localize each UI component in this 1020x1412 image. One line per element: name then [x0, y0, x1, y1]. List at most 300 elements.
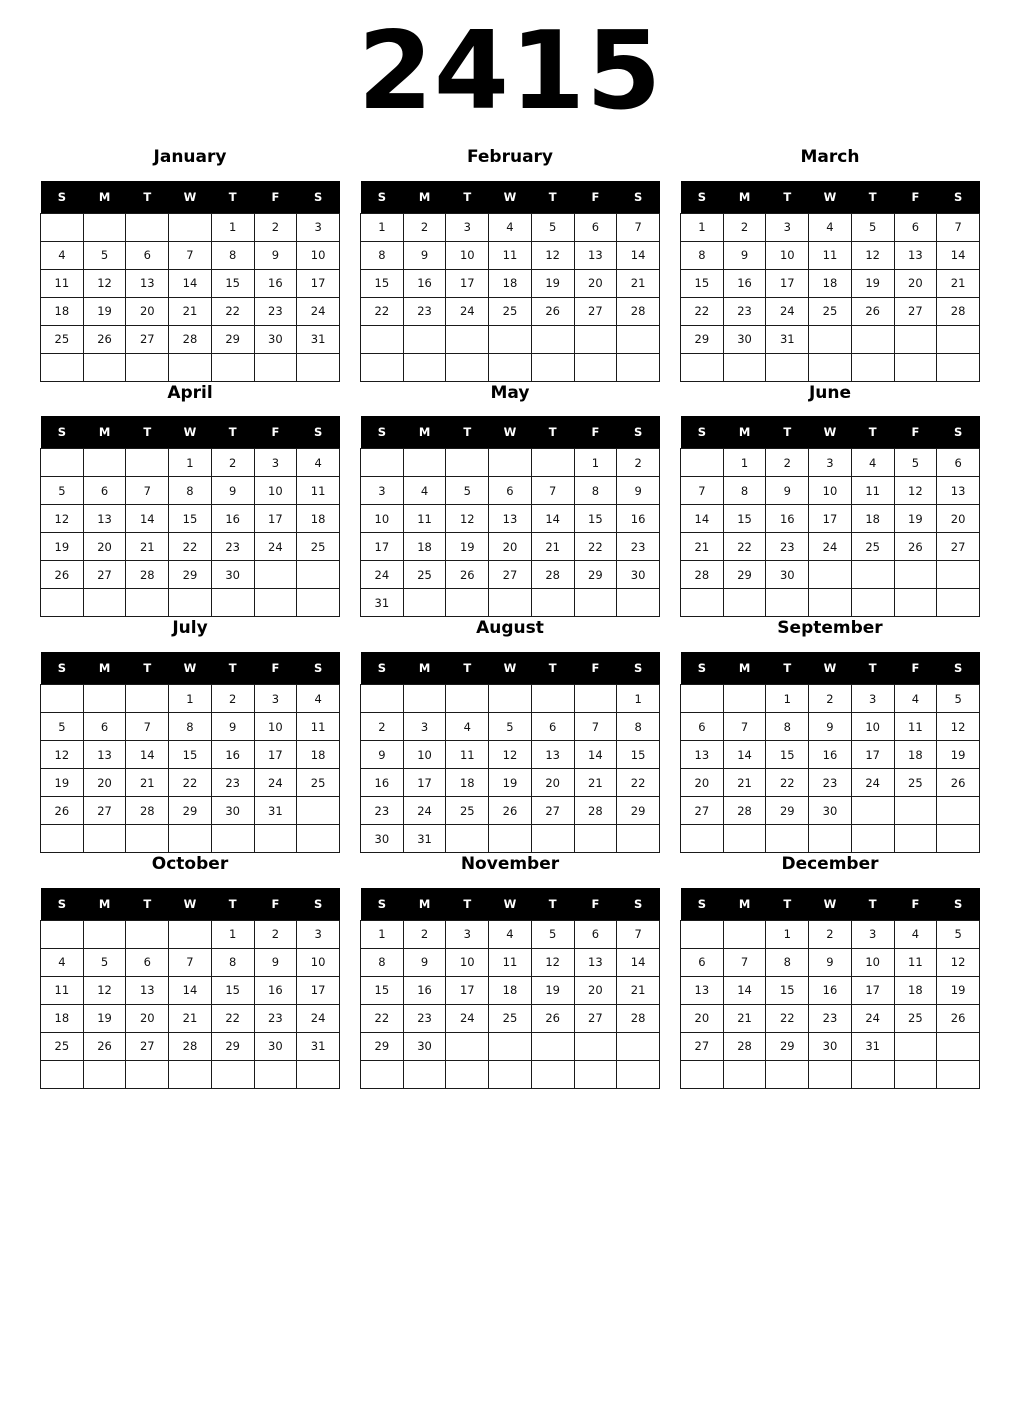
day-cell[interactable]: 18 [809, 269, 852, 297]
day-cell[interactable]: 30 [723, 325, 766, 353]
day-cell[interactable]: 30 [361, 825, 404, 853]
day-cell[interactable]: 18 [446, 769, 489, 797]
day-cell[interactable]: 28 [723, 797, 766, 825]
day-cell[interactable]: 29 [361, 1032, 404, 1060]
day-cell[interactable]: 14 [531, 505, 574, 533]
day-cell[interactable]: 26 [446, 561, 489, 589]
day-cell[interactable]: 13 [574, 948, 617, 976]
day-cell[interactable]: 27 [681, 797, 724, 825]
day-cell[interactable]: 17 [254, 741, 297, 769]
day-cell[interactable]: 8 [361, 241, 404, 269]
day-cell[interactable]: 16 [254, 269, 297, 297]
day-cell[interactable]: 28 [937, 297, 980, 325]
day-cell[interactable]: 6 [681, 713, 724, 741]
day-cell[interactable]: 24 [446, 297, 489, 325]
day-cell[interactable]: 25 [489, 297, 532, 325]
day-cell[interactable]: 17 [297, 269, 340, 297]
day-cell[interactable]: 25 [851, 533, 894, 561]
day-cell[interactable]: 9 [211, 713, 254, 741]
day-cell[interactable]: 11 [894, 948, 937, 976]
day-cell[interactable]: 20 [894, 269, 937, 297]
day-cell[interactable]: 25 [403, 561, 446, 589]
day-cell[interactable]: 27 [574, 1004, 617, 1032]
day-cell[interactable]: 21 [169, 1004, 212, 1032]
day-cell[interactable]: 4 [489, 920, 532, 948]
day-cell[interactable]: 25 [41, 1032, 84, 1060]
day-cell[interactable]: 18 [297, 505, 340, 533]
day-cell[interactable]: 18 [41, 1004, 84, 1032]
day-cell[interactable]: 1 [361, 213, 404, 241]
day-cell[interactable]: 30 [211, 797, 254, 825]
day-cell[interactable]: 14 [617, 948, 660, 976]
day-cell[interactable]: 19 [531, 269, 574, 297]
day-cell[interactable]: 19 [83, 297, 126, 325]
day-cell[interactable]: 28 [723, 1032, 766, 1060]
day-cell[interactable]: 3 [297, 920, 340, 948]
day-cell[interactable]: 8 [169, 477, 212, 505]
day-cell[interactable]: 28 [169, 325, 212, 353]
day-cell[interactable]: 22 [766, 1004, 809, 1032]
day-cell[interactable]: 23 [211, 769, 254, 797]
day-cell[interactable]: 19 [937, 741, 980, 769]
day-cell[interactable]: 5 [489, 713, 532, 741]
day-cell[interactable]: 15 [766, 741, 809, 769]
day-cell[interactable]: 20 [937, 505, 980, 533]
day-cell[interactable]: 23 [723, 297, 766, 325]
day-cell[interactable]: 5 [83, 948, 126, 976]
day-cell[interactable]: 13 [126, 269, 169, 297]
day-cell[interactable]: 11 [403, 505, 446, 533]
day-cell[interactable]: 20 [83, 769, 126, 797]
day-cell[interactable]: 16 [403, 976, 446, 1004]
day-cell[interactable]: 10 [446, 241, 489, 269]
day-cell[interactable]: 6 [126, 948, 169, 976]
day-cell[interactable]: 15 [681, 269, 724, 297]
day-cell[interactable]: 23 [254, 1004, 297, 1032]
day-cell[interactable]: 10 [297, 241, 340, 269]
day-cell[interactable]: 9 [254, 948, 297, 976]
day-cell[interactable]: 20 [126, 297, 169, 325]
day-cell[interactable]: 9 [211, 477, 254, 505]
day-cell[interactable]: 15 [361, 976, 404, 1004]
day-cell[interactable]: 27 [83, 797, 126, 825]
day-cell[interactable]: 19 [851, 269, 894, 297]
day-cell[interactable]: 10 [254, 477, 297, 505]
day-cell[interactable]: 26 [489, 797, 532, 825]
day-cell[interactable]: 19 [41, 533, 84, 561]
day-cell[interactable]: 23 [211, 533, 254, 561]
day-cell[interactable]: 21 [574, 769, 617, 797]
day-cell[interactable]: 17 [809, 505, 852, 533]
day-cell[interactable]: 23 [617, 533, 660, 561]
day-cell[interactable]: 7 [126, 477, 169, 505]
day-cell[interactable]: 11 [41, 976, 84, 1004]
day-cell[interactable]: 20 [489, 533, 532, 561]
day-cell[interactable]: 9 [809, 948, 852, 976]
day-cell[interactable]: 30 [766, 561, 809, 589]
day-cell[interactable]: 15 [617, 741, 660, 769]
day-cell[interactable]: 2 [809, 685, 852, 713]
day-cell[interactable]: 17 [254, 505, 297, 533]
day-cell[interactable]: 16 [809, 976, 852, 1004]
day-cell[interactable]: 14 [126, 505, 169, 533]
day-cell[interactable]: 6 [83, 477, 126, 505]
day-cell[interactable]: 23 [809, 1004, 852, 1032]
day-cell[interactable]: 30 [403, 1032, 446, 1060]
day-cell[interactable]: 9 [403, 948, 446, 976]
day-cell[interactable]: 19 [83, 1004, 126, 1032]
day-cell[interactable]: 10 [254, 713, 297, 741]
day-cell[interactable]: 5 [894, 449, 937, 477]
day-cell[interactable]: 8 [766, 713, 809, 741]
day-cell[interactable]: 10 [851, 713, 894, 741]
day-cell[interactable]: 7 [126, 713, 169, 741]
day-cell[interactable]: 18 [403, 533, 446, 561]
day-cell[interactable]: 22 [617, 769, 660, 797]
day-cell[interactable]: 15 [766, 976, 809, 1004]
day-cell[interactable]: 12 [41, 505, 84, 533]
day-cell[interactable]: 21 [126, 533, 169, 561]
day-cell[interactable]: 18 [851, 505, 894, 533]
day-cell[interactable]: 3 [446, 920, 489, 948]
day-cell[interactable]: 28 [126, 797, 169, 825]
day-cell[interactable]: 29 [574, 561, 617, 589]
day-cell[interactable]: 5 [851, 213, 894, 241]
day-cell[interactable]: 15 [361, 269, 404, 297]
day-cell[interactable]: 29 [169, 561, 212, 589]
day-cell[interactable]: 31 [361, 589, 404, 617]
day-cell[interactable]: 3 [361, 477, 404, 505]
day-cell[interactable]: 7 [617, 920, 660, 948]
day-cell[interactable]: 7 [574, 713, 617, 741]
day-cell[interactable]: 19 [937, 976, 980, 1004]
day-cell[interactable]: 18 [41, 297, 84, 325]
day-cell[interactable]: 9 [361, 741, 404, 769]
day-cell[interactable]: 6 [531, 713, 574, 741]
day-cell[interactable]: 5 [937, 920, 980, 948]
day-cell[interactable]: 3 [403, 713, 446, 741]
day-cell[interactable]: 28 [617, 297, 660, 325]
day-cell[interactable]: 1 [574, 449, 617, 477]
day-cell[interactable]: 21 [531, 533, 574, 561]
day-cell[interactable]: 10 [851, 948, 894, 976]
day-cell[interactable]: 22 [211, 1004, 254, 1032]
day-cell[interactable]: 12 [83, 976, 126, 1004]
day-cell[interactable]: 4 [41, 241, 84, 269]
day-cell[interactable]: 16 [254, 976, 297, 1004]
day-cell[interactable]: 16 [403, 269, 446, 297]
day-cell[interactable]: 2 [211, 449, 254, 477]
day-cell[interactable]: 14 [617, 241, 660, 269]
day-cell[interactable]: 23 [403, 297, 446, 325]
day-cell[interactable]: 13 [574, 241, 617, 269]
day-cell[interactable]: 23 [403, 1004, 446, 1032]
day-cell[interactable]: 14 [169, 976, 212, 1004]
day-cell[interactable]: 8 [617, 713, 660, 741]
day-cell[interactable]: 15 [169, 505, 212, 533]
day-cell[interactable]: 4 [851, 449, 894, 477]
day-cell[interactable]: 11 [297, 713, 340, 741]
day-cell[interactable]: 2 [254, 920, 297, 948]
day-cell[interactable]: 29 [617, 797, 660, 825]
day-cell[interactable]: 4 [809, 213, 852, 241]
day-cell[interactable]: 6 [937, 449, 980, 477]
day-cell[interactable]: 10 [403, 741, 446, 769]
day-cell[interactable]: 17 [403, 769, 446, 797]
day-cell[interactable]: 9 [766, 477, 809, 505]
day-cell[interactable]: 9 [723, 241, 766, 269]
day-cell[interactable]: 31 [297, 325, 340, 353]
day-cell[interactable]: 5 [41, 477, 84, 505]
day-cell[interactable]: 17 [851, 741, 894, 769]
day-cell[interactable]: 22 [574, 533, 617, 561]
day-cell[interactable]: 22 [211, 297, 254, 325]
day-cell[interactable]: 27 [574, 297, 617, 325]
day-cell[interactable]: 28 [169, 1032, 212, 1060]
day-cell[interactable]: 13 [126, 976, 169, 1004]
day-cell[interactable]: 23 [766, 533, 809, 561]
day-cell[interactable]: 24 [361, 561, 404, 589]
day-cell[interactable]: 8 [211, 948, 254, 976]
day-cell[interactable]: 17 [446, 976, 489, 1004]
day-cell[interactable]: 30 [211, 561, 254, 589]
day-cell[interactable]: 6 [83, 713, 126, 741]
day-cell[interactable]: 15 [211, 976, 254, 1004]
day-cell[interactable]: 8 [766, 948, 809, 976]
day-cell[interactable]: 21 [617, 976, 660, 1004]
day-cell[interactable]: 21 [723, 769, 766, 797]
day-cell[interactable]: 27 [126, 325, 169, 353]
day-cell[interactable]: 11 [297, 477, 340, 505]
day-cell[interactable]: 7 [937, 213, 980, 241]
day-cell[interactable]: 1 [617, 685, 660, 713]
day-cell[interactable]: 1 [723, 449, 766, 477]
day-cell[interactable]: 5 [937, 685, 980, 713]
day-cell[interactable]: 11 [41, 269, 84, 297]
day-cell[interactable]: 10 [361, 505, 404, 533]
day-cell[interactable]: 2 [361, 713, 404, 741]
day-cell[interactable]: 29 [723, 561, 766, 589]
day-cell[interactable]: 27 [894, 297, 937, 325]
day-cell[interactable]: 4 [489, 213, 532, 241]
day-cell[interactable]: 3 [851, 920, 894, 948]
day-cell[interactable]: 22 [723, 533, 766, 561]
day-cell[interactable]: 2 [403, 213, 446, 241]
day-cell[interactable]: 25 [297, 533, 340, 561]
day-cell[interactable]: 26 [531, 1004, 574, 1032]
day-cell[interactable]: 26 [851, 297, 894, 325]
day-cell[interactable]: 25 [809, 297, 852, 325]
day-cell[interactable]: 8 [723, 477, 766, 505]
day-cell[interactable]: 20 [574, 976, 617, 1004]
day-cell[interactable]: 12 [851, 241, 894, 269]
day-cell[interactable]: 25 [894, 769, 937, 797]
day-cell[interactable]: 30 [809, 797, 852, 825]
day-cell[interactable]: 2 [211, 685, 254, 713]
day-cell[interactable]: 1 [766, 920, 809, 948]
day-cell[interactable]: 4 [297, 449, 340, 477]
day-cell[interactable]: 25 [446, 797, 489, 825]
day-cell[interactable]: 1 [766, 685, 809, 713]
day-cell[interactable]: 29 [211, 1032, 254, 1060]
day-cell[interactable]: 24 [297, 297, 340, 325]
day-cell[interactable]: 29 [766, 797, 809, 825]
day-cell[interactable]: 17 [361, 533, 404, 561]
day-cell[interactable]: 26 [937, 769, 980, 797]
day-cell[interactable]: 28 [617, 1004, 660, 1032]
day-cell[interactable]: 6 [574, 213, 617, 241]
day-cell[interactable]: 20 [531, 769, 574, 797]
day-cell[interactable]: 12 [446, 505, 489, 533]
day-cell[interactable]: 16 [211, 741, 254, 769]
day-cell[interactable]: 27 [937, 533, 980, 561]
day-cell[interactable]: 15 [574, 505, 617, 533]
day-cell[interactable]: 13 [681, 741, 724, 769]
day-cell[interactable]: 31 [766, 325, 809, 353]
day-cell[interactable]: 2 [617, 449, 660, 477]
day-cell[interactable]: 5 [446, 477, 489, 505]
day-cell[interactable]: 21 [126, 769, 169, 797]
day-cell[interactable]: 31 [851, 1032, 894, 1060]
day-cell[interactable]: 3 [254, 685, 297, 713]
day-cell[interactable]: 27 [83, 561, 126, 589]
day-cell[interactable]: 1 [211, 213, 254, 241]
day-cell[interactable]: 20 [681, 1004, 724, 1032]
day-cell[interactable]: 22 [361, 1004, 404, 1032]
day-cell[interactable]: 1 [169, 449, 212, 477]
day-cell[interactable]: 7 [723, 948, 766, 976]
day-cell[interactable]: 27 [531, 797, 574, 825]
day-cell[interactable]: 18 [894, 976, 937, 1004]
day-cell[interactable]: 13 [937, 477, 980, 505]
day-cell[interactable]: 30 [254, 325, 297, 353]
day-cell[interactable]: 24 [446, 1004, 489, 1032]
day-cell[interactable]: 31 [403, 825, 446, 853]
day-cell[interactable]: 30 [809, 1032, 852, 1060]
day-cell[interactable]: 9 [254, 241, 297, 269]
day-cell[interactable]: 24 [851, 769, 894, 797]
day-cell[interactable]: 13 [489, 505, 532, 533]
day-cell[interactable]: 22 [766, 769, 809, 797]
day-cell[interactable]: 4 [297, 685, 340, 713]
day-cell[interactable]: 18 [489, 269, 532, 297]
day-cell[interactable]: 27 [489, 561, 532, 589]
day-cell[interactable]: 4 [41, 948, 84, 976]
day-cell[interactable]: 14 [723, 976, 766, 1004]
day-cell[interactable]: 19 [41, 769, 84, 797]
day-cell[interactable]: 16 [211, 505, 254, 533]
day-cell[interactable]: 26 [41, 561, 84, 589]
day-cell[interactable]: 26 [83, 1032, 126, 1060]
day-cell[interactable]: 29 [169, 797, 212, 825]
day-cell[interactable]: 7 [617, 213, 660, 241]
day-cell[interactable]: 4 [894, 920, 937, 948]
day-cell[interactable]: 14 [126, 741, 169, 769]
day-cell[interactable]: 2 [723, 213, 766, 241]
day-cell[interactable]: 21 [617, 269, 660, 297]
day-cell[interactable]: 26 [41, 797, 84, 825]
day-cell[interactable]: 14 [574, 741, 617, 769]
day-cell[interactable]: 12 [489, 741, 532, 769]
day-cell[interactable]: 17 [446, 269, 489, 297]
day-cell[interactable]: 27 [126, 1032, 169, 1060]
day-cell[interactable]: 26 [83, 325, 126, 353]
day-cell[interactable]: 6 [126, 241, 169, 269]
day-cell[interactable]: 30 [617, 561, 660, 589]
day-cell[interactable]: 2 [403, 920, 446, 948]
day-cell[interactable]: 6 [489, 477, 532, 505]
day-cell[interactable]: 15 [211, 269, 254, 297]
day-cell[interactable]: 13 [531, 741, 574, 769]
day-cell[interactable]: 11 [489, 948, 532, 976]
day-cell[interactable]: 11 [809, 241, 852, 269]
day-cell[interactable]: 3 [297, 213, 340, 241]
day-cell[interactable]: 12 [41, 741, 84, 769]
day-cell[interactable]: 16 [617, 505, 660, 533]
day-cell[interactable]: 14 [681, 505, 724, 533]
day-cell[interactable]: 16 [361, 769, 404, 797]
day-cell[interactable]: 24 [254, 533, 297, 561]
day-cell[interactable]: 7 [681, 477, 724, 505]
day-cell[interactable]: 7 [169, 948, 212, 976]
day-cell[interactable]: 8 [681, 241, 724, 269]
day-cell[interactable]: 12 [83, 269, 126, 297]
day-cell[interactable]: 10 [766, 241, 809, 269]
day-cell[interactable]: 22 [681, 297, 724, 325]
day-cell[interactable]: 18 [489, 976, 532, 1004]
day-cell[interactable]: 12 [531, 948, 574, 976]
day-cell[interactable]: 1 [169, 685, 212, 713]
day-cell[interactable]: 20 [83, 533, 126, 561]
day-cell[interactable]: 8 [211, 241, 254, 269]
day-cell[interactable]: 8 [169, 713, 212, 741]
day-cell[interactable]: 24 [851, 1004, 894, 1032]
day-cell[interactable]: 1 [211, 920, 254, 948]
day-cell[interactable]: 14 [723, 741, 766, 769]
day-cell[interactable]: 28 [681, 561, 724, 589]
day-cell[interactable]: 3 [766, 213, 809, 241]
day-cell[interactable]: 2 [254, 213, 297, 241]
day-cell[interactable]: 15 [169, 741, 212, 769]
day-cell[interactable]: 14 [937, 241, 980, 269]
day-cell[interactable]: 11 [489, 241, 532, 269]
day-cell[interactable]: 1 [681, 213, 724, 241]
day-cell[interactable]: 20 [681, 769, 724, 797]
day-cell[interactable]: 19 [446, 533, 489, 561]
day-cell[interactable]: 10 [446, 948, 489, 976]
day-cell[interactable]: 22 [169, 533, 212, 561]
day-cell[interactable]: 12 [937, 713, 980, 741]
day-cell[interactable]: 12 [531, 241, 574, 269]
day-cell[interactable]: 22 [169, 769, 212, 797]
day-cell[interactable]: 13 [681, 976, 724, 1004]
day-cell[interactable]: 24 [254, 769, 297, 797]
day-cell[interactable]: 28 [574, 797, 617, 825]
day-cell[interactable]: 6 [894, 213, 937, 241]
day-cell[interactable]: 23 [361, 797, 404, 825]
day-cell[interactable]: 3 [254, 449, 297, 477]
day-cell[interactable]: 24 [809, 533, 852, 561]
day-cell[interactable]: 21 [937, 269, 980, 297]
day-cell[interactable]: 25 [894, 1004, 937, 1032]
day-cell[interactable]: 23 [809, 769, 852, 797]
day-cell[interactable]: 13 [894, 241, 937, 269]
day-cell[interactable]: 13 [83, 505, 126, 533]
day-cell[interactable]: 25 [297, 769, 340, 797]
day-cell[interactable]: 8 [574, 477, 617, 505]
day-cell[interactable]: 9 [617, 477, 660, 505]
day-cell[interactable]: 18 [297, 741, 340, 769]
